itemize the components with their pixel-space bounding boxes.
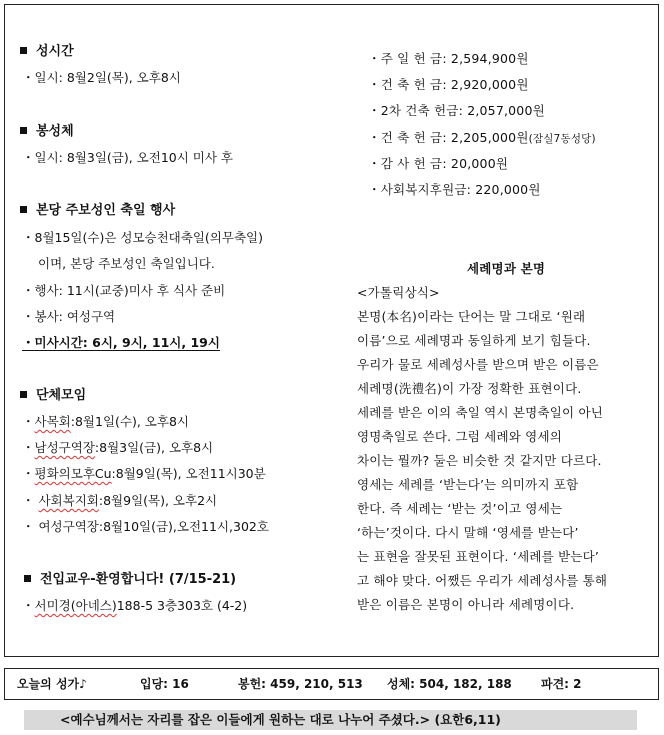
section-title-group-meetings: 단체모임 [20,388,86,404]
article-line: 본명(本名)이라는 단어는 말 그대로 ‘원래 [357,309,586,324]
section-title-communion-visit: 봉성체 [20,124,74,140]
square-bullet-icon [20,391,27,398]
scripture-quote-bar [24,710,637,730]
holy-hour-date: ・일시: 8월2일(목), 오후8시 [22,70,181,85]
patron-feast-line-2: 이며, 본당 주보성인 축일입니다. [38,256,215,271]
hymn-bar [4,668,659,700]
article-line: 우리가 물로 세례성사를 받으며 받은 이름은 [357,357,599,372]
patron-feast-event: ・행사: 11시(교중)미사 후 식사 준비 [22,283,226,298]
article-line: 는 표현을 잘못된 표현이다. ‘세례를 받는다’ [357,549,600,564]
article-line: 차이는 뭘까? 둘은 비슷한 것 같지만 다르다. [357,453,602,468]
offering-row: ・건 축 헌 금: 2,205,000원(잠실7동성당) [368,130,596,145]
square-bullet-icon [20,47,27,54]
article-line: ‘하는’것이다. 다시 말해 ‘영세를 받는다’ [357,525,579,540]
square-bullet-icon [20,127,27,134]
article-line: 영세는 세례를 ‘받는다’는 의미까지 포함 [357,477,579,492]
meeting-item: ・평화의모후Cu:8월9일(목), 오전11시30분 [22,466,266,481]
section-title-patron-feast: 본당 주보성인 축일 행사 [20,203,175,219]
article-line: 고 해야 맞다. 어쨌든 우리가 세례성사를 통해 [357,573,608,588]
offering-row: ・2차 건축 헌금: 2,057,000원 [368,103,545,118]
hymn-dismissal: 파견: 2 [541,677,582,691]
article-line: 한다. 즉 세례는 ‘받는 것’이고 영세는 [357,501,563,516]
hymn-communion: 성체: 504, 182, 188 [387,677,512,691]
meeting-item: ・남성구역장:8월3일(금), 오후8시 [22,440,214,455]
article-line: 영명축일로 쓴다. 그럼 세례와 영세의 [357,429,562,444]
offering-row: ・건 축 헌 금: 2,920,000원 [368,77,529,92]
article-title: 세례명과 본명 [467,261,546,276]
article-subtitle: <가톨릭상식> [357,285,440,300]
section-title-new-parishioners: 전입교우-환영합니다! (7/15-21) [24,572,236,588]
scripture-quote: <예수님께서는 자리를 잡은 이들에게 원하는 대로 나누어 주셨다.> (요한6,11) [60,712,501,727]
square-bullet-icon [24,575,31,582]
article-line: 세례명(洗禮名)이 가장 정확한 표현이다. [357,381,582,396]
patron-feast-line-1: ・8월15일(수)은 성모승천대축일(의무축일) [22,230,263,245]
hymn-label: 오늘의 성가♪ [17,677,87,691]
meeting-item: ・ 여성구역장:8월10일(금),오전11시,302호 [22,519,269,534]
article-line: 받은 이름은 본명이 아니라 세례명이다. [357,597,575,612]
patron-feast-mass-times: ・미사시간: 6시, 9시, 11시, 19시 [22,335,220,350]
hymn-entrance: 입당: 16 [140,677,189,691]
offering-row: ・감 사 헌 금: 20,000원 [368,156,509,171]
offering-row: ・주 일 헌 금: 2,594,900원 [368,51,529,66]
hymn-offertory: 봉헌: 459, 210, 513 [238,677,363,691]
new-parishioner-entry: ・서미경(아네스)188-5 3층303호 (4-2) [22,598,248,613]
article-line: 세례를 받은 이의 축일 역시 본명축일이 아닌 [357,405,603,420]
meeting-item: ・ 사회복지회:8월9일(목), 오후2시 [22,493,218,508]
meeting-item: ・사목회:8월1일(수), 오후8시 [22,414,189,429]
communion-visit-date: ・일시: 8월3일(금), 오전10시 미사 후 [22,150,233,165]
patron-feast-service: ・봉사: 여성구역 [22,309,116,324]
offering-row: ・사회복지후원금: 220,000원 [368,182,541,197]
square-bullet-icon [20,206,27,213]
section-title-holy-hour: 성시간 [20,44,74,60]
article-line: 이름’으로 세례명과 동일하게 보기 힘들다. [357,333,591,348]
